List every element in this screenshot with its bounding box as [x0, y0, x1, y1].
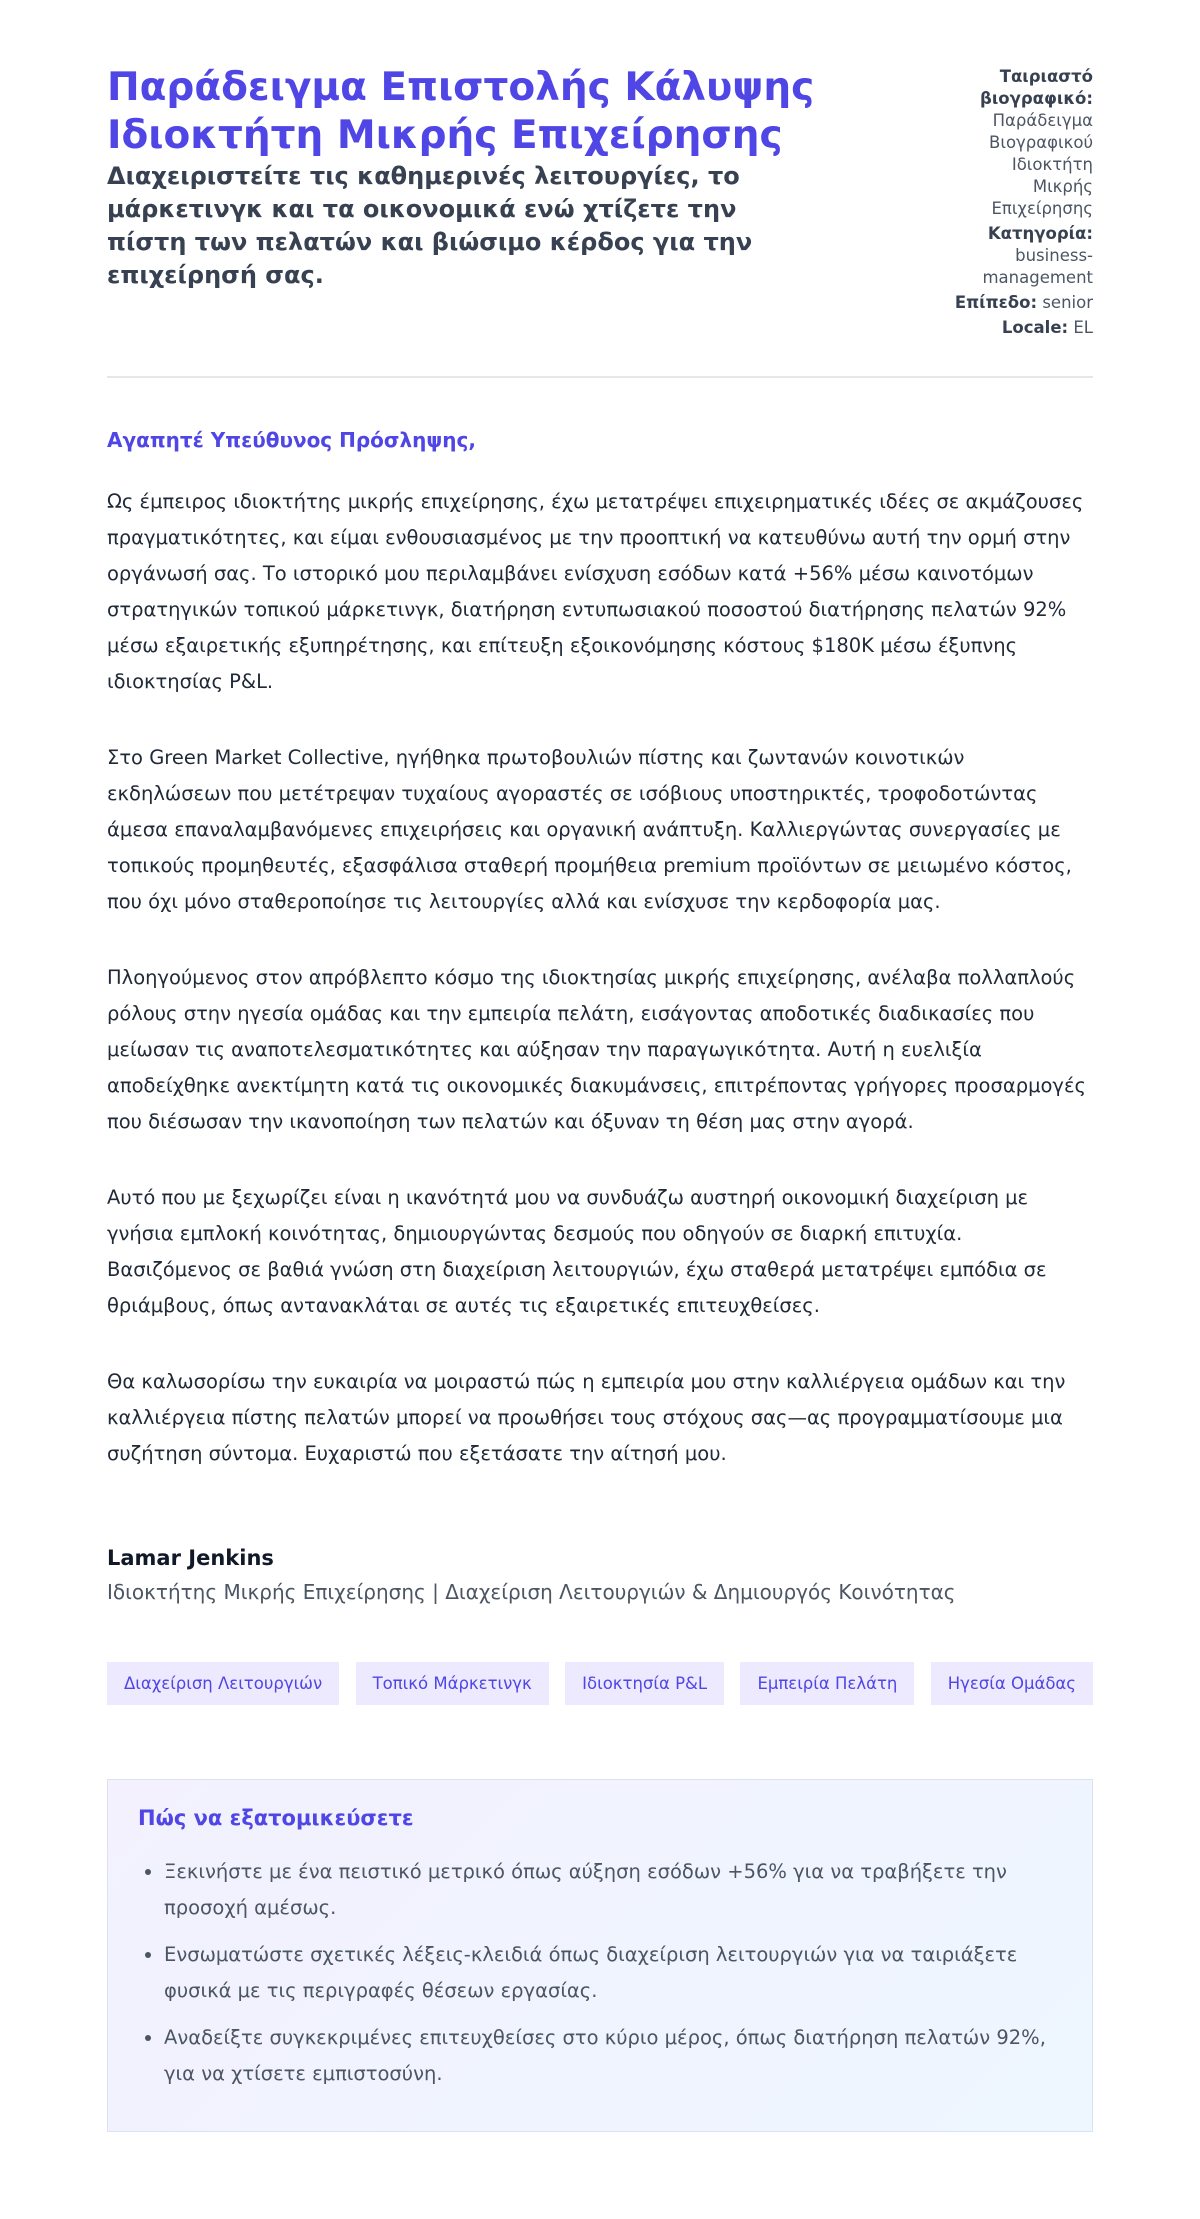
meta-category-value: business-management [982, 246, 1093, 287]
meta-resume [948, 66, 1093, 220]
letter-paragraph: Θα καλωσορίσω την ευκαιρία να μοιραστώ πώς η εμπειρία μου στην καλλιέργεια ομάδων και την καλλιέργεια πίστης πελατών μπορεί να προωθήσει τους στόχους σας—ας προγραμματίσουμε μια συζήτηση σύντομα. Ευχαριστώ που εξετάσατε την αίτησή μου. [107, 1370, 1066, 1465]
skill-tag: Ιδιοκτησία P&L [565, 1662, 724, 1705]
page-header [107, 64, 1093, 378]
skill-tag: Εμπειρία Πελάτη [740, 1662, 914, 1705]
meta-locale-label: Locale: [1001, 318, 1069, 337]
meta-locale [948, 317, 1093, 339]
tips-title: Πώς να εξατομικεύσετε [138, 1806, 414, 1830]
skill-tag: Τοπικό Μάρκετινγκ [356, 1662, 549, 1705]
skill-tags [107, 1662, 1093, 1705]
page-title: Παράδειγμα Επιστολής Κάλυψης Ιδιοκτήτη Μικρής Επιχείρησης [107, 65, 815, 158]
meta-panel [948, 66, 1093, 342]
meta-resume-label: Ταιριαστό βιογραφικό: [980, 67, 1093, 108]
tips-list [138, 1854, 1062, 2092]
letter-paragraph: Ως έμπειρος ιδιοκτήτης μικρής επιχείρησης, έχω μετατρέψει επιχειρηματικές ιδέες σε ακμάζουσες πραγματικότητες, και είμαι ενθουσιασμένος με την προοπτική να κατευθύνω αυτή την ορμή στην οργάνωσή σας. Το ιστορικό μου περιλαμβάνει ενίσχυση εσόδων κατά +56% μέσω καινοτόμων στρατηγικών τοπικού μάρκετινγκ, διατήρηση εντυπωσιακού ποσοστού διατήρησης πελατών 92% μέσω εξαιρετικής εξυπηρέτησης, και επίτευξη εξοικονόμησης κόστους $180K μέσω έξυπνης ιδιοκτησίας P&L. [107, 490, 1084, 693]
title-block [107, 64, 948, 292]
tip-item: • Αναδείξτε συγκεκριμένες επιτευχθείσες στο κύριο μέρος, όπως διατήρηση πελατών 92%, για να χτίσετε εμπιστοσύνη. [164, 2020, 1062, 2092]
signature-name: Lamar Jenkins [107, 1546, 274, 1570]
tip-item: • Ξεκινήστε με ένα πειστικό μετρικό όπως αύξηση εσόδων +56% για να τραβήξετε την προσοχή αμέσως. [164, 1854, 1062, 1926]
customization-tips [107, 1779, 1093, 2132]
skill-tag: Ηγεσία Ομάδας [931, 1662, 1093, 1705]
meta-category [948, 223, 1093, 289]
meta-level-label: Επίπεδο: [954, 293, 1038, 312]
page-subtitle: Διαχειριστείτε τις καθημερινές λειτουργίες, το μάρκετινγκ και τα οικονομικά ενώ χτίζετε την πίστη των πελατών και βιώσιμο κέρδος για την επιχείρησή σας. [107, 162, 753, 289]
meta-locale-value: EL [1073, 318, 1093, 337]
meta-resume-link[interactable]: Παράδειγμα Βιογραφικού Ιδιοκτήτη Μικρής Επιχείρησης [989, 111, 1093, 218]
meta-category-label: Κατηγορία: [987, 224, 1093, 243]
letter-paragraph: Πλοηγούμενος στον απρόβλεπτο κόσμο της ιδιοκτησίας μικρής επιχείρησης, ανέλαβα πολλαπλούς ρόλους στην ηγεσία ομάδας και την εμπειρία πελάτη, εισάγοντας αποδοτικές διαδικασίες που μείωσαν τις αναποτελεσματικότητες και αύξησαν την παραγωγικότητα. Αυτή η ευελιξία αποδείχθηκε ανεκτίμητη κατά τις οικονομικές διακυμάνσεις, επιτρέποντας γρήγορες προσαρμογές που διέσωσαν την ικανοποίηση των πελατών και όξυναν τη θέση μας στην αγορά. [107, 966, 1086, 1133]
letter-paragraph: Αυτό που με ξεχωρίζει είναι η ικανότητά μου να συνδυάζω αυστηρή οικονομική διαχείριση με γνήσια εμπλοκή κοινότητας, δημιουργώντας δεσμούς που οδηγούν σε διαρκή επιτυχία. Βασιζόμενος σε βαθιά γνώση στη διαχείριση λειτουργιών, έχω σταθερά μετατρέψει εμπόδια σε θριάμβους, όπως αντανακλάται σε αυτές τις εξαιρετικές επιτευχθείσες. [107, 1186, 1047, 1317]
salutation: Αγαπητέ Υπεύθυνος Πρόσληψης, [107, 428, 476, 452]
meta-level-value: senior [1042, 293, 1093, 312]
meta-level [948, 292, 1093, 314]
tip-item: • Ενσωματώστε σχετικές λέξεις-κλειδιά όπως διαχείριση λειτουργιών για να ταιριάξετε φυσικά με τις περιγραφές θέσεων εργασίας. [164, 1937, 1062, 2009]
skill-tag: Διαχείριση Λειτουργιών [107, 1662, 339, 1705]
signature-title: Ιδιοκτήτης Μικρής Επιχείρησης | Διαχείριση Λειτουργιών & Δημιουργός Κοινότητας [107, 1580, 956, 1604]
letter-paragraph: Στο Green Market Collective, ηγήθηκα πρωτοβουλιών πίστης και ζωντανών κοινοτικών εκδηλώσεων που μετέτρεψαν τυχαίους αγοραστές σε ισόβιους υποστηρικτές, τροφοδοτώντας άμεσα επαναλαμβανόμενες επιχειρήσεις και οργανική ανάπτυξη. Καλλιεργώντας συνεργασίες με τοπικούς προμηθευτές, εξασφάλισα σταθερή προμήθεια premium προϊόντων σε μειωμένο κόστος, που όχι μόνο σταθεροποίησε τις λειτουργίες αλλά και ενίσχυσε την κερδοφορία μας. [107, 746, 1072, 913]
